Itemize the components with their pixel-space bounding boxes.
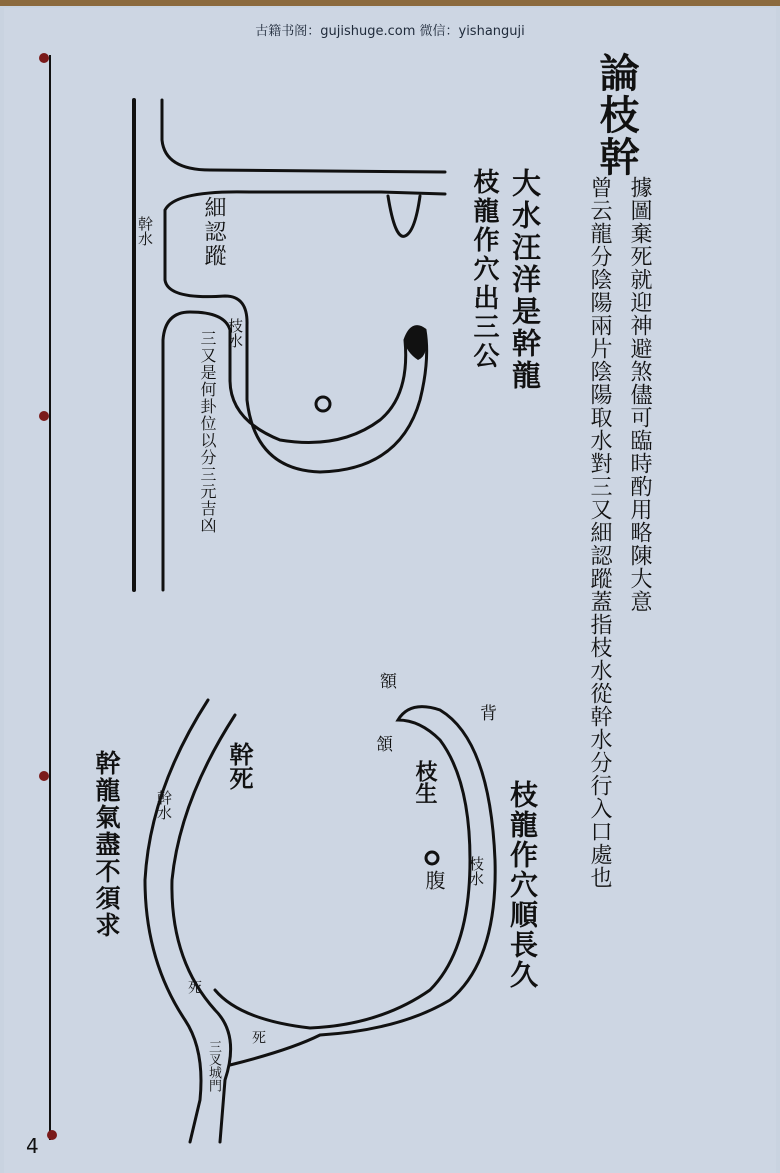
diagram-label: 額 — [376, 672, 396, 689]
binding-hole — [39, 771, 49, 781]
body-column: 據圖棄死就迎神避煞儘可臨時酌用略陳大意 — [627, 176, 652, 613]
binding-hole — [39, 53, 49, 63]
verse-column: 枝龍作穴出三公 — [469, 168, 499, 371]
diagram-label: 枝水 — [226, 318, 244, 348]
verse-column: 大水汪洋是幹龍 — [508, 168, 542, 392]
diagram-label: 枝水 — [467, 856, 485, 886]
diagram-label: 腹 — [422, 870, 446, 890]
verse-column: 枝龍作穴順長久 — [506, 780, 539, 990]
diagram-label: 幹水 — [136, 216, 154, 246]
diagram-label: 死 — [186, 980, 202, 994]
site-circle — [426, 852, 438, 864]
diagram-label: 細認蹤 — [201, 196, 226, 268]
diagram-note: 三又是何卦位以分三元吉凶 — [198, 330, 217, 534]
site-circle — [316, 397, 330, 411]
diagram-label: 死 — [250, 1030, 266, 1044]
diagram-label: 三叉城門 — [206, 1040, 221, 1092]
diagram-label: 頷 — [372, 735, 392, 752]
binding-hole — [39, 411, 49, 421]
diagram-label: 幹水 — [155, 790, 173, 820]
lower-diagram-strokes — [145, 700, 495, 1142]
diagram-label: 幹死 — [225, 742, 254, 790]
binding-hole — [47, 1130, 57, 1140]
diagram-label: 背 — [476, 704, 496, 721]
body-column: 曾云龍分陰陽兩片陰陽取水對三又細認蹤蓋指枝水從幹水分行入口處也 — [587, 176, 612, 889]
verse-column: 幹龍氣盡不須求 — [92, 750, 121, 939]
diagram-label: 枝生 — [412, 760, 438, 804]
watermark-text: 古籍书阁：gujishuge.com 微信：yishanguji — [255, 24, 525, 39]
page-number: 4 — [26, 1134, 39, 1158]
upper-diagram-strokes — [134, 100, 445, 590]
section-title: 論枝幹 — [593, 52, 640, 178]
